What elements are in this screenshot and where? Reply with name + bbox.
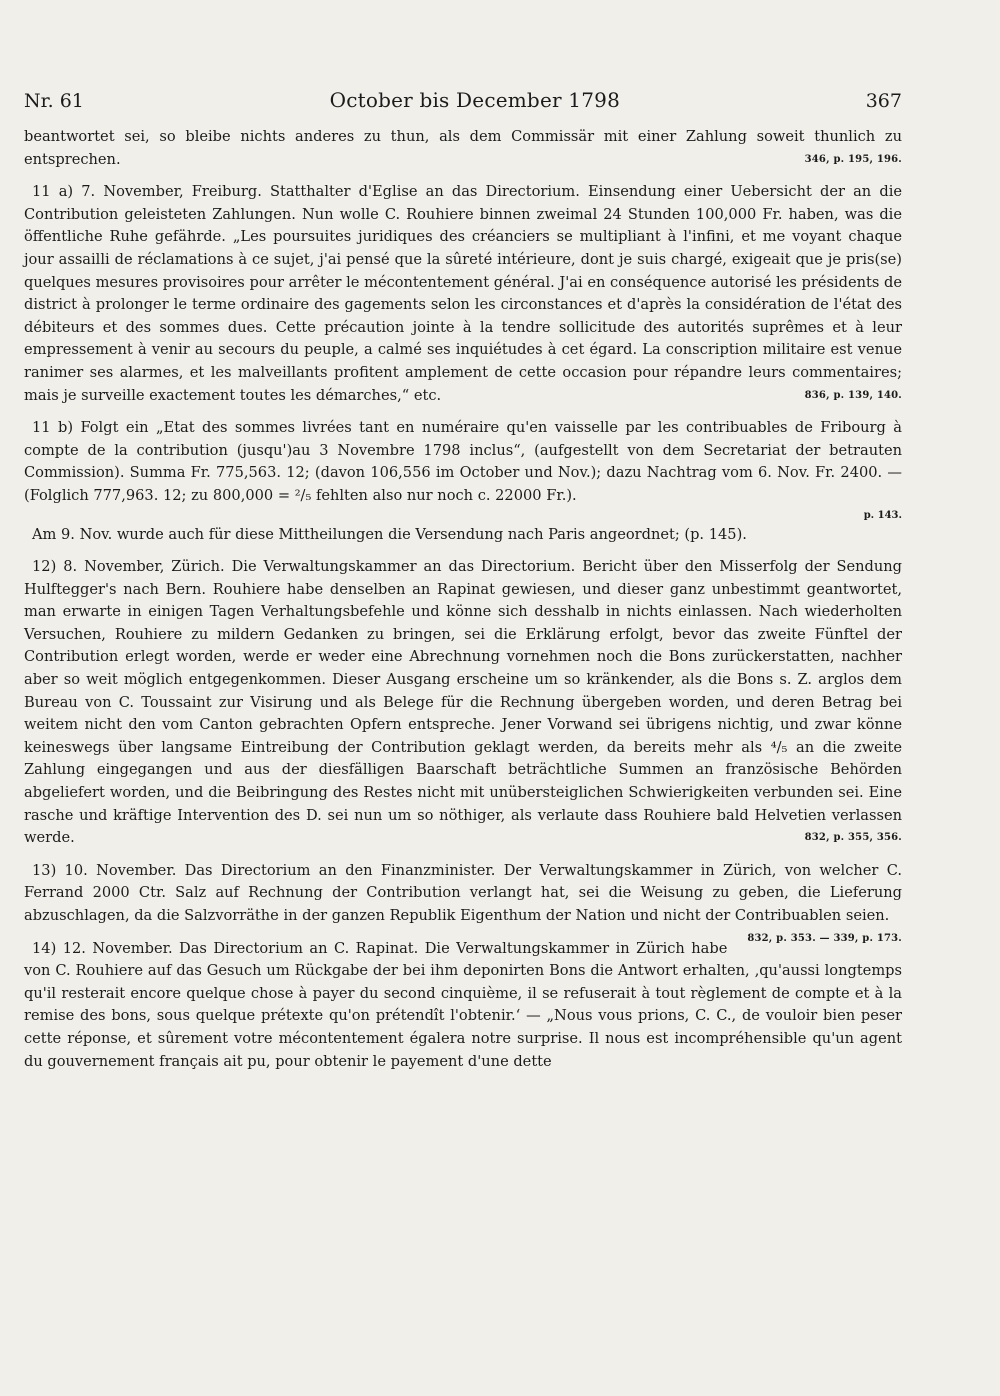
note-paragraph [24, 524, 902, 547]
archive-reference: 832, p. 355, 356. [804, 832, 902, 844]
paragraph-text: Am 9. Nov. wurde auch für diese Mittheilungen die Versendung nach Paris angeordnet; (p. 145). [32, 525, 747, 543]
document-page [24, 88, 902, 1073]
archive-reference: 832, p. 353. — 339, p. 173. [747, 932, 902, 944]
entry-14 [24, 938, 902, 1074]
page-number: 367 [865, 90, 902, 112]
archive-reference: 346, p. 195, 196. [804, 153, 902, 165]
archive-reference: p. 143. [863, 509, 902, 521]
paragraph-text: beantwortet sei, so bleibe nichts anderes zu thun, als dem Commissär mit einer Zahlung soweit thunlich zu entsprechen. [24, 128, 902, 168]
paragraph-text: 14) 12. November. Das Directorium an C. Rapinat. Die Verwaltungskammer in Zürich habe von C. Rouhiere auf das Gesuch um Rückgabe der bei ihm deponirten Bons die Antwort erhalten, ‚qu'aussi longtemps qu'il resterait encore quelque chose à payer du second cinquième, il se refuserait à tout règlement de compte et à la remise des bons, sous quelque prétexte qu'on prétendît l'obtenir.‘ — „Nous vous prions, C. C., de vouloir bien peser cette réponse, et sûrement votre mécontentement égalera notre surprise. Il nous est incompréhensible qu'un agent du gouvernement français ait pu, pour obtenir le payement d'une dette [24, 939, 902, 1070]
entry-11a [24, 181, 902, 407]
page-title: October bis December 1798 [329, 88, 620, 112]
page-header [24, 88, 902, 118]
paragraph-text: 11 a) 7. November, Freiburg. Statthalter d'Eglise an das Directorium. Einsendung einer Uebersicht der an die Contribution geleisteten Zahlungen. Nun wolle C. Rouhiere binnen zweimal 24 Stunden 100,000 Fr. haben, was die öffentliche Ruhe gefährde. „Les poursuites juridiques des créanciers se multipliant à l'infini, et me voyant chaque jour assailli de réclamations à ce sujet, j'ai pensé que la sûreté intérieure, dont je suis chargé, exigeait que je pris(se) quelques mesures provisoires pour arrêter le mécontentement général. J'ai en conséquence autorisé les présidents de district à prolonger le terme ordinaire des gagements selon les circonstances et d'après la considération de l'état des débiteurs et des sommes dues. Cette précaution jointe à la tendre sollicitude des autorités suprêmes et à leur empressement à venir au secours du peuple, a calmé ses inquiétudes à cet égard. La conscription militaire est venue ranimer ses alarmes, et les malveillants profitent amplement de cette occasion pour répandre leurs commentaires; mais je surveille exactement toutes les démarches,“ etc. [24, 183, 902, 404]
paragraph-text: 11 b) Folgt ein „Etat des sommes livrées tant en numéraire qu'en vaisselle par les contribuables de Fribourg à compte de la contribution (jusqu')au 3 Novembre 1798 inclus“, (aufgestellt von dem Secretariat der betrauten Commission). Summa Fr. 775,563. 12; (davon 106,556 im October und Nov.); dazu Nachtrag vom 6. Nov. Fr. 2400. — (Folglich 777,963. 12; zu 800,000 = ²/₅ fehlten also nur noch c. 22000 Fr.). [24, 419, 902, 504]
archive-reference: 836, p. 139, 140. [804, 389, 902, 401]
paragraph-continuation [24, 126, 902, 171]
entry-11b [24, 417, 902, 507]
document-number: Nr. 61 [24, 90, 84, 112]
entry-13 [24, 860, 902, 944]
paragraph-text: 12) 8. November, Zürich. Die Verwaltungskammer an das Directorium. Bericht über den Misserfolg der Sendung Hulftegger's nach Bern. Rouhiere habe denselben an Rapinat gewiesen, und dieser ganz unbestimmt geantwortet, man erwarte in einigen Tagen Verhaltungsbefehle und könne sich desshalb in nichts einlassen. Nach wiederholten Versuchen, Rouhiere zu mildern Gedanken zu bringen, sei die Erklärung erfolgt, bevor das zweite Fünftel der Contribution erlegt worden, werde er weder eine Abrechnung vornehmen noch die Bons zurückerstatten, nachher aber so weit möglich entgegenkommen. Dieser Ausgang erscheine um so kränkender, als die Bons s. Z. arglos dem Bureau von C. Toussaint zur Visirung und als Belege für die Rechnung übergeben worden, und deren Betrag bei weitem nicht den vom Canton gebrachten Opfern entspreche. Jener Vorwand sei übrigens nichtig, und zwar könne keineswegs über langsame Eintreibung der Contribution geklagt werden, da bereits mehr als ⁴/₅ an die zweite Zahlung eingegangen und aus der diesfälligen Baarschaft beträchtliche Summen an französische Behörden abgeliefert worden, und die Beibringung des Restes nicht mit unübersteiglichen Schwierigkeiten verbunden sei. Eine rasche und kräftige Intervention des D. sei nun um so nöthiger, als verlaute dass Rouhiere bald Helvetien verlassen werde. [24, 558, 902, 847]
paragraph-text: 13) 10. November. Das Directorium an den Finanzminister. Der Verwaltungskammer in Zürich, von welcher C. Ferrand 2000 Ctr. Salz auf Rechnung der Contribution verlangt hat, sei die Weisung zu geben, die Lieferung abzuschlagen, da die Salzvorräthe in der ganzen Republik Eigenthum der Nation und nicht der Contribuablen seien. [24, 861, 902, 924]
entry-12 [24, 556, 902, 850]
